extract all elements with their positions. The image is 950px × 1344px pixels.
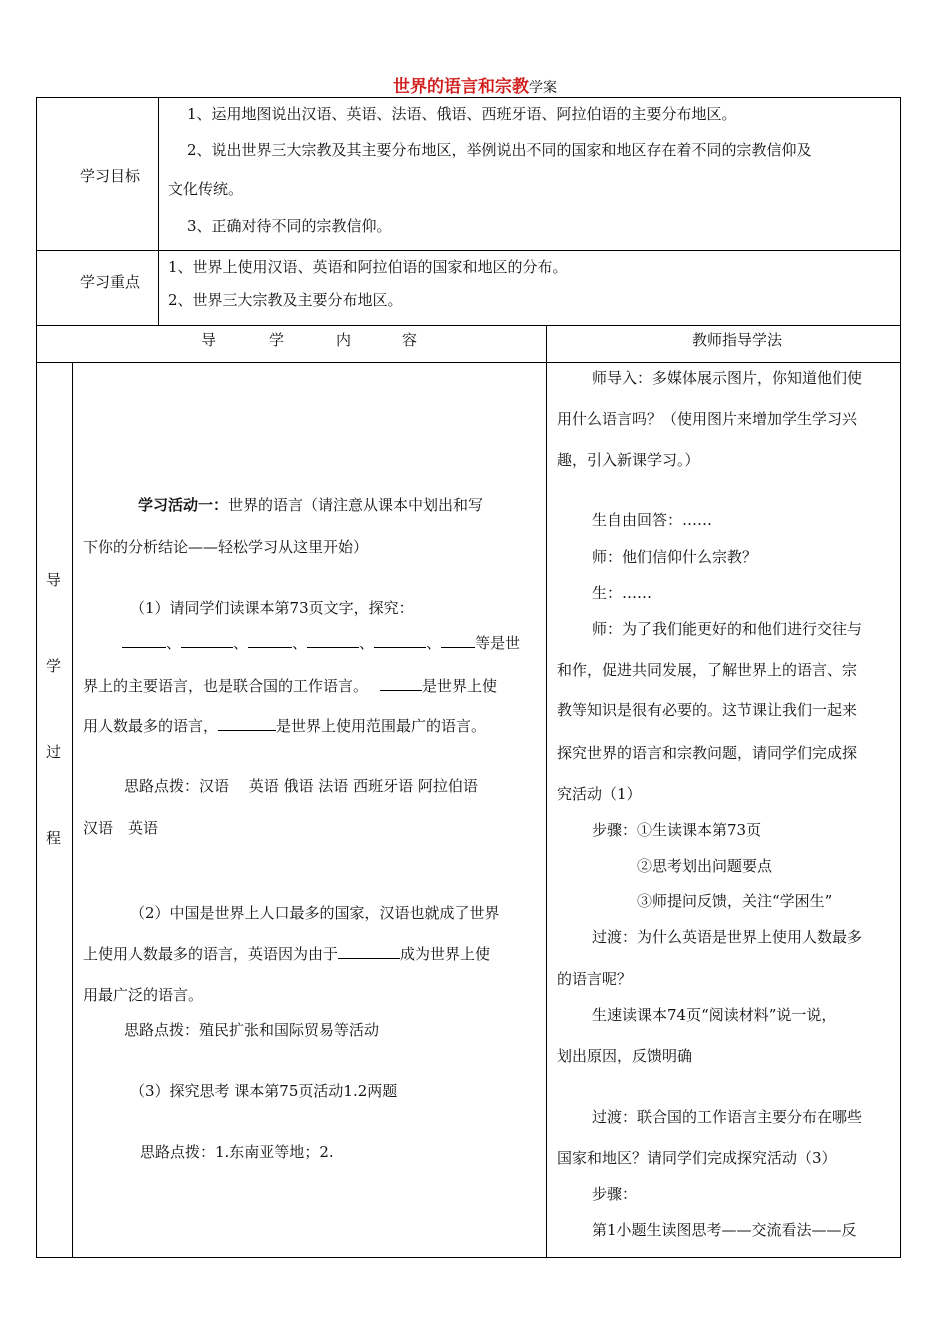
column-divider <box>546 325 547 1258</box>
teacher-line: 过渡：为什么英语是世界上使用人数最多 <box>592 928 863 946</box>
row-divider <box>36 250 901 251</box>
row-divider <box>36 325 901 326</box>
teacher-line: 过渡：联合国的工作语言主要分布在哪些 <box>592 1108 863 1126</box>
title-suffix: 学案 <box>529 80 557 96</box>
objective-line: 文化传统。 <box>168 180 244 198</box>
answer-blank[interactable] <box>122 633 166 648</box>
activity-one-line: 下你的分析结论——轻松学习从这里开始） <box>83 538 369 556</box>
key-points-label: 学习重点 <box>80 273 141 291</box>
teacher-line: ③师提问反馈，关注“学困生” <box>637 892 833 910</box>
teacher-line: 用什么语言吗？（使用图片来增加学生学习兴 <box>557 410 858 428</box>
key-point-line: 1、世界上使用汉语、英语和阿拉伯语的国家和地区的分布。 <box>168 258 568 276</box>
question-one-line: 界上的主要语言，也是联合国的工作语言。 是世界上使 <box>83 677 498 695</box>
answer-blank[interactable] <box>441 633 475 648</box>
teacher-line: 步骤： <box>592 1185 638 1203</box>
objective-line: 1、运用地图说出汉语、英语、法语、俄语、西班牙语、阿拉伯语的主要分布地区。 <box>187 105 737 123</box>
question-three: （3）探究思考 课本第75页活动1.2两题 <box>130 1082 398 1100</box>
answer-blank[interactable] <box>338 944 400 959</box>
teacher-line: 师：为了我们能更好的和他们进行交往与 <box>592 620 863 638</box>
process-label-char: 导 <box>46 571 62 589</box>
teacher-line: ②思考划出问题要点 <box>637 857 773 875</box>
teacher-line: 生自由回答：…… <box>592 511 713 529</box>
teacher-line: 第1小题生读图思考——交流看法——反 <box>592 1221 857 1239</box>
question-two-line: 用最广泛的语言。 <box>83 986 204 1004</box>
teacher-line: 生：…… <box>592 584 653 602</box>
process-label-char: 过 <box>46 743 62 761</box>
row-divider <box>36 362 901 363</box>
document-title <box>0 76 950 99</box>
teacher-line: 师：他们信仰什么宗教？ <box>592 548 758 566</box>
header-content-char: 学 <box>269 331 285 349</box>
answer-blank[interactable] <box>380 676 422 691</box>
objective-line: 3、正确对待不同的宗教信仰。 <box>187 217 392 235</box>
hint-one: 汉语 英语 <box>83 819 159 837</box>
teacher-line: 师导入：多媒体展示图片，你知道他们使 <box>592 369 863 387</box>
hint-two: 思路点拨：殖民扩张和国际贸易等活动 <box>124 1021 380 1039</box>
hint-three: 思路点拨：1.东南亚等地；2. <box>140 1143 334 1161</box>
column-divider <box>72 362 73 1258</box>
header-content-char: 容 <box>402 331 418 349</box>
teacher-line: 的语言呢？ <box>557 970 633 988</box>
question-one-intro: （1）请同学们读课本第73页文字，探究： <box>130 599 414 617</box>
activity-one-line <box>138 495 483 515</box>
header-content-char: 导 <box>201 331 217 349</box>
title-main: 世界的语言和宗教 <box>393 77 529 97</box>
answer-blank[interactable] <box>374 633 426 648</box>
teacher-line: 趣，引入新课学习。） <box>557 451 700 469</box>
header-content-char: 内 <box>336 331 352 349</box>
process-label-char: 程 <box>46 829 62 847</box>
answer-blank[interactable] <box>307 633 359 648</box>
teacher-line: 国家和地区？请同学们完成探究活动（3） <box>557 1149 837 1167</box>
hint-one: 思路点拨：汉语 英语 俄语 法语 西班牙语 阿拉伯语 <box>124 777 478 795</box>
answer-blank[interactable] <box>248 633 292 648</box>
question-two-line: （2）中国是世界上人口最多的国家，汉语也就成了世界 <box>130 904 500 922</box>
teacher-line: 教等知识是很有必要的。这节课让我们一起来 <box>557 701 858 719</box>
question-one-line: 用人数最多的语言， 是世界上使用范围最广的语言。 <box>83 717 487 735</box>
activity-one-text: 世界的语言（请注意从课本中划出和写 <box>228 496 484 514</box>
answer-blank[interactable] <box>181 633 233 648</box>
teacher-line: 划出原因，反馈明确 <box>557 1047 693 1065</box>
process-label-char: 学 <box>46 657 62 675</box>
activity-one-title: 学习活动一： <box>138 496 229 514</box>
key-point-line: 2、世界三大宗教及主要分布地区。 <box>168 291 403 309</box>
teacher-line: 步骤：①生读课本第73页 <box>592 821 762 839</box>
teacher-line: 生速读课本74页“阅读材料”说一说， <box>592 1006 837 1024</box>
question-one-blanks: 、 、 、 、 、 等是世 <box>122 633 520 653</box>
column-divider <box>158 97 159 250</box>
teacher-line: 和作，促进共同发展，了解世界上的语言、宗 <box>557 661 858 679</box>
header-teacher: 教师指导学法 <box>692 331 783 349</box>
objective-line: 2、说出世界三大宗教及其主要分布地区，举例说出不同的国家和地区存在着不同的宗教信仰及 <box>187 141 812 159</box>
teacher-line: 探究世界的语言和宗教问题，请同学们完成探 <box>557 744 858 762</box>
question-two-line: 上使用人数最多的语言，英语因为由于 成为世界上使 <box>83 945 491 963</box>
objectives-label: 学习目标 <box>80 167 141 185</box>
teacher-line: 究活动（1） <box>557 785 642 803</box>
answer-blank[interactable] <box>218 716 276 731</box>
column-divider <box>158 250 159 325</box>
